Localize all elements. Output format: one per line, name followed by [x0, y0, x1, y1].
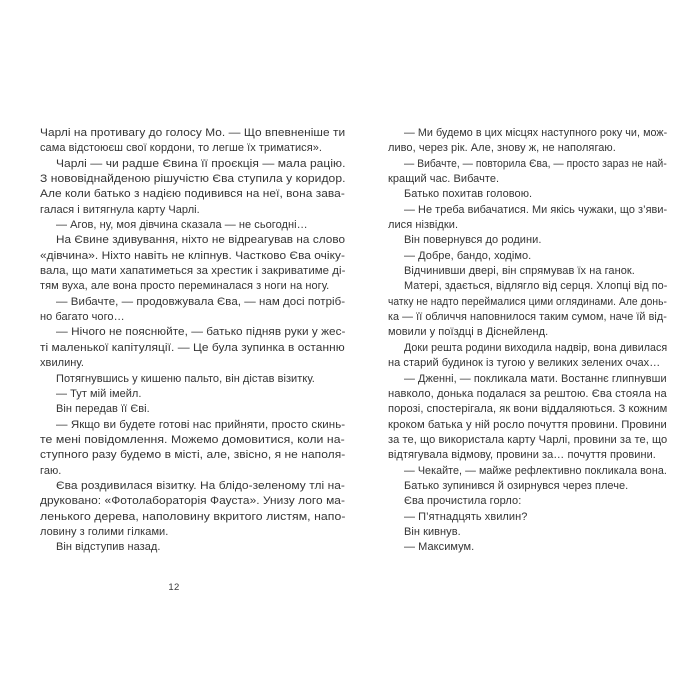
text-line: ливо, через рік. Але, знову ж, не наполягаю. [388, 142, 616, 155]
text-line: — П’ятнадцять хвилин? [404, 510, 528, 523]
text-line: хвилину. [40, 357, 84, 370]
text-line: Потягнувшись у кишеню пальто, він дістав візитку. [56, 372, 315, 385]
text-line: Чарлі на противагу до голосу Мо. — Що впевненіше ти [40, 127, 346, 139]
text-line: На Євине здивування, ніхто не відреагував на слово [56, 234, 346, 247]
text-line: З нововіднайденою рішучістю Єва ступила у коридор. [40, 173, 346, 186]
text-column-left [40, 126, 345, 556]
text-line: — Агов, ну, моя дівчина сказала — не сьогодні… [56, 219, 308, 232]
text-line: на старий будинок із тугою у великих зелених очах… [388, 357, 661, 370]
text-line: друковано: «Фотолабораторія Фауста». Унизу лого ма- [40, 495, 345, 508]
text-line: но багато чого… [40, 311, 125, 324]
text-line: Єва роздивилася візитку. На блідо-зеленому тлі на- [56, 479, 345, 492]
text-line: Він кивнув. [404, 525, 461, 538]
text-line: порозі, спостерігала, як вони віддаляються. З кожним [388, 403, 668, 416]
text-line: чатку не надто переймалися цими оглядинами. Але донь- [388, 295, 667, 308]
text-line: Він повернувся до родини. [404, 234, 542, 247]
text-line: — Нічого не пояснюйте, — батько підняв руки у жес- [56, 326, 346, 339]
text-line: відтягувала відмову, провини за… почуття провини. [388, 449, 656, 462]
text-line: Відчинивши двері, він спрямував їх на ганок. [404, 265, 635, 278]
text-line: «дівчина». Ніхто навіть не кліпнув. Частково Єва очіку- [40, 249, 345, 262]
text-line: кроком батька у ній росло почуття провини. Провини [388, 418, 667, 431]
text-line: Батько похитав головою. [404, 188, 533, 201]
text-line: — Вибачте, — повторила Єва, — просто зараз не най- [404, 157, 667, 170]
text-line: Єва прочистила горло: [404, 495, 522, 508]
text-line: мовили у поїздці в Діснейленд. [388, 326, 549, 339]
text-line: за те, що використала карту Чарлі, провини за те, що [388, 433, 668, 446]
text-line: Але коли батько з надією подивився на неї, вона зава- [40, 188, 345, 201]
text-line: вала, що мати хапатиметься за хрестик і закриватиме ді- [40, 265, 346, 278]
text-line: лися нізвідки. [388, 219, 459, 232]
text-line: тям вуха, але вона просто переминалася з ноги на ногу. [40, 280, 330, 293]
text-line: — Дженні, — покликала мати. Востаннє глипнувши [404, 372, 667, 385]
text-line: — Добре, бандо, ходімо. [404, 249, 532, 262]
text-line: — Якщо ви будете готові нас прийняти, просто скинь- [56, 418, 346, 431]
text-line: — Не треба вибачатися. Ми якісь чужаки, що з’яви- [404, 203, 668, 216]
text-line: гаю. [40, 464, 62, 477]
text-line: ті маленької капітуляції. — Це була зупинка в останню [40, 341, 345, 354]
text-line: — Вибачте, — продовжувала Єва, — нам досі потріб- [56, 295, 346, 308]
text-line: Матері, здається, відлягло від серця. Хлопці від по- [404, 280, 668, 293]
text-line: кращий час. Вибачте. [388, 173, 500, 186]
text-line: ловину з голими гілками. [40, 525, 169, 538]
text-line: галася і витягнула карту Чарлі. [40, 203, 200, 216]
text-line: сама відстоюєш свої кордони, то легше їх триматися». [40, 142, 322, 155]
text-line: ка — її обличчя наповнилося таким сумом, наче їй від- [388, 311, 667, 324]
text-line: — Тут мій імейл. [56, 387, 142, 400]
page-number: 12 [168, 582, 180, 593]
text-line: Чарлі — чи радше Євина її проєкція — мала рацію. [56, 157, 346, 170]
text-line: Він передав її Єві. [56, 403, 150, 416]
text-line: ступного разу будемо в місті, але, звісно, я не наполя- [40, 449, 346, 462]
text-line: — Ми будемо в цих місцях наступного року чи, мож- [404, 127, 668, 139]
text-line: Він відступив назад. [56, 541, 161, 554]
text-line: Доки решта родини виходила надвір, вона дивилася [404, 341, 668, 354]
text-line: — Чекайте, — майже рефлективно покликала вона. [404, 464, 667, 477]
text-line: ленького дерева, наполовину вкритого листям, напо- [40, 510, 346, 523]
text-line: навколо, донька подалася за рештою. Єва стояла на [388, 387, 667, 400]
text-line: — Максимум. [404, 541, 475, 554]
text-column-right [388, 126, 667, 556]
text-line: те мені повідомлення. Можемо домовитися, коли на- [40, 433, 345, 446]
text-line: Батько зупинився й озирнувся через плече. [404, 479, 629, 492]
